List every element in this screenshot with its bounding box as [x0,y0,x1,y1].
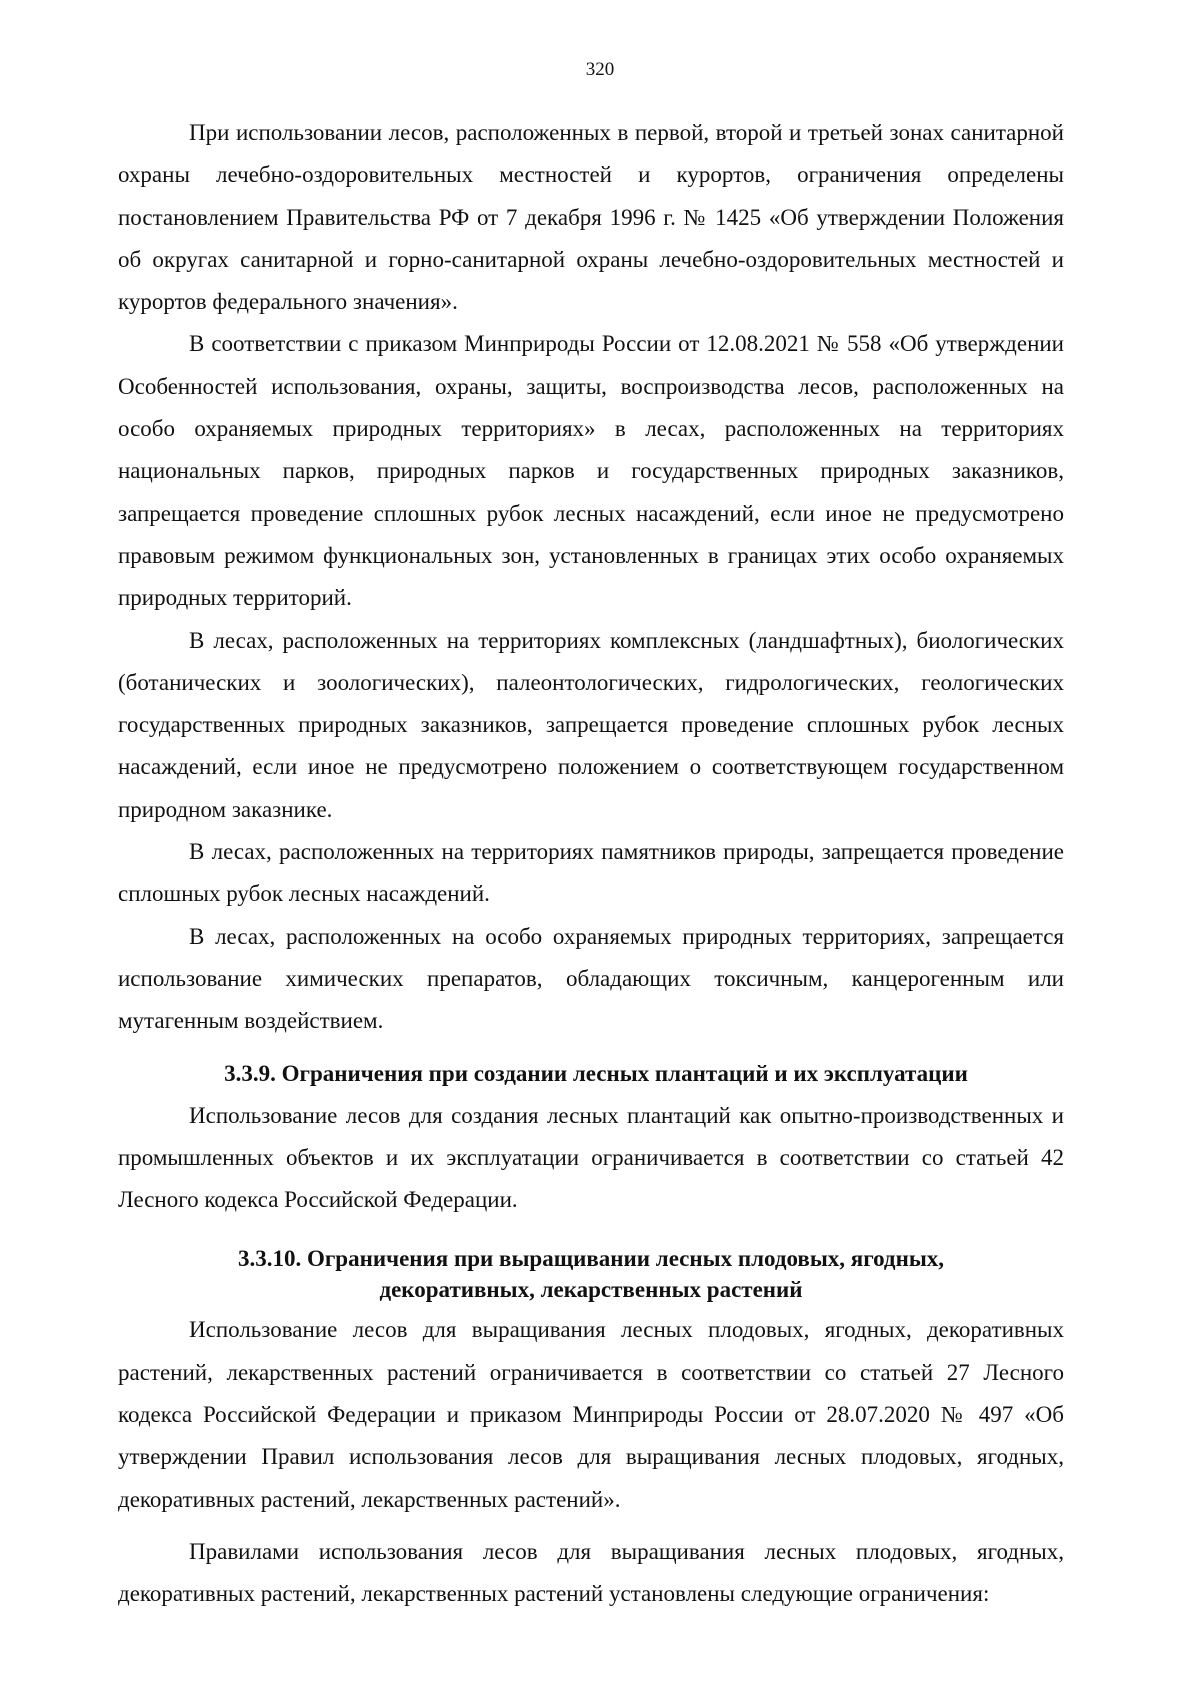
paragraph-sanitary-zones: При использовании лесов, расположенных в первой, второй и третьей зонах санитарной охраны лечебно-оздоровительных местностей и курортов, ограничения определены постановлением Правительства РФ от 7 декабря 1996 г. № 1425 «Об утверждении Положения об округах санитарной и горно-санитарной охраны лечебно-оздоровительных местностей и курортов федерального значения». [118,120,1064,315]
paragraph-cultivation-rules: Использование лесов для выращивания лесных плодовых, ягодных, декоративных растений, лекарственных растений ограничивается в соответствии со статьей 27 Лесного кодекса Российской Федерации и приказом Минприроды России от 28.07.2020 № 497 «Об утверждении Правил использования лесов для выращивания лесных плодовых, ягодных, декоративных растений, лекарственных растений». [118,1317,1064,1512]
paragraph-forest-plantations: Использование лесов для создания лесных плантаций как опытно-производственных и промышленных объектов и их эксплуатации ограничивается в соответствии со статьей 42 Лесного кодекса Российской Федерации. [118,1102,1064,1213]
section-heading-3-3-9: 3.3.9. Ограничения при создании лесных плантаций и их эксплуатации [224,1060,968,1086]
section-heading-3-3-10 [118,1243,1064,1305]
section-heading-3-3-10-line2: декоративных, лекарственных растений [379,1277,803,1303]
section-heading-3-3-10-line1: 3.3.10. Ограничения при выращивании лесных плодовых, ягодных, [237,1246,945,1272]
paragraph-nature-reserves: В лесах, расположенных на территориях комплексных (ландшафтных), биологических (ботанических и зоологических), палеонтологических, гидрологических, геологических государственных природных заказников, запрещается проведение сплошных рубок лесных насаждений, если иное не предусмотрено положением о соответствующем государственном природном заказнике. [118,627,1064,822]
paragraph-protected-territories-order: В соответствии с приказом Минприроды России от 12.08.2021 № 558 «Об утверждении Особенностей использования, охраны, защиты, воспроизводства лесов, расположенных на особо охраняемых природных территориях» в лесах, расположенных на территориях национальных парков, природных парков и государственных природных заказников, запрещается проведение сплошных рубок лесных насаждений, если иное не предусмотрено правовым режимом функциональных зон, установленных в границах этих особо охраняемых природных территорий. [118,331,1064,611]
paragraph-chemical-restriction: В лесах, расположенных на особо охраняемых природных территориях, запрещается использование химических препаратов, обладающих токсичным, канцерогенным или мутагенным воздействием. [118,923,1064,1034]
page-content [118,112,1064,1616]
page-number: 320 [585,59,615,80]
paragraph-cultivation-restrictions: Правилами использования лесов для выращивания лесных плодовых, ягодных, декоративных растений, лекарственных растений установлены следующие ограничения: [118,1538,1064,1607]
paragraph-natural-monuments: В лесах, расположенных на территориях памятников природы, запрещается проведение сплошных рубок лесных насаждений. [118,839,1064,907]
